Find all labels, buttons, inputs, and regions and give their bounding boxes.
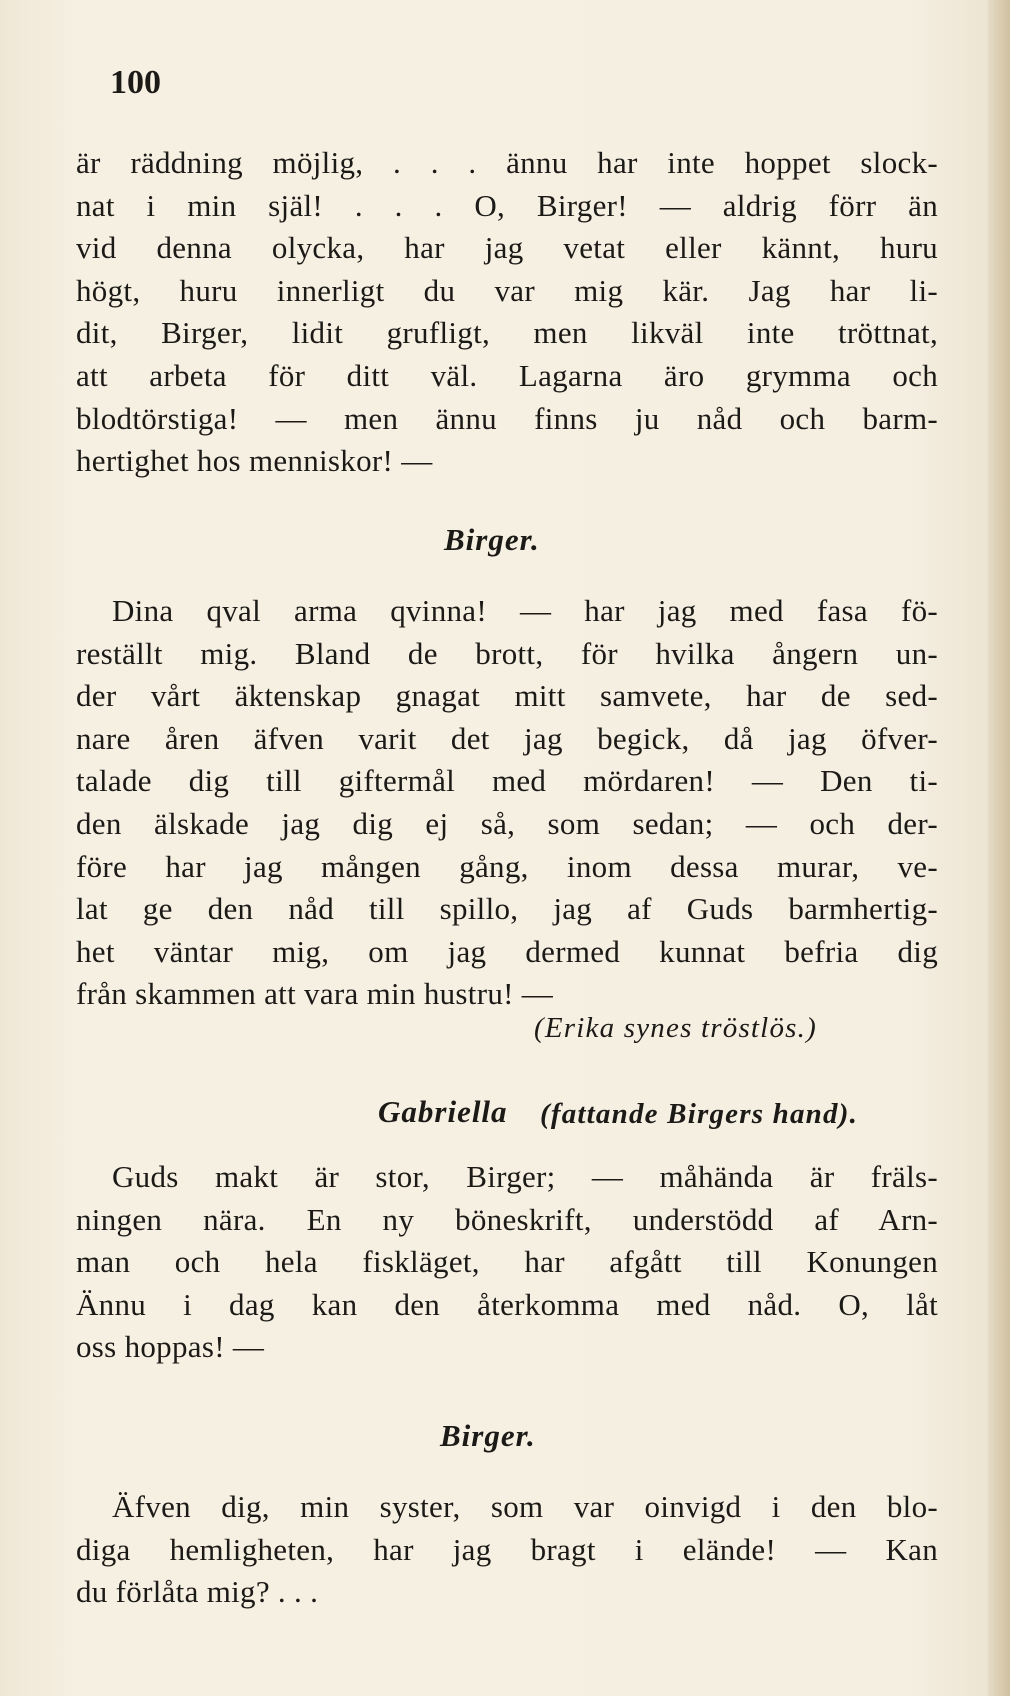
page-number: 100 [110,64,161,101]
paragraph-4 [76,1486,938,1614]
text-line: lat ge den nåd till spillo, jag af Guds barmhertig- [76,891,938,927]
paragraph-3 [76,1156,938,1369]
text-line: het väntar mig, om jag dermed kunnat befria dig [76,933,938,969]
text-line: högt, huru innerligt du var mig kär. Jag har li- [76,272,938,308]
page-edge-shadow [988,0,1010,1696]
text-line: Guds makt är stor, Birger; — måhända är fräls- [112,1159,938,1194]
speaker-name: Birger. [444,522,540,557]
text-line: vid denna olycka, har jag vetat eller kännt, huru [76,230,938,266]
text-line: diga hemligheten, har jag bragt i elände! — Kan [76,1531,938,1567]
text-line: nare åren äfven varit det jag begick, då jag öfver- [76,720,938,756]
text-line: den älskade jag dig ej så, som sedan; — och der- [76,805,938,841]
stage-direction: (fattande Birgers hand). [540,1098,859,1130]
text-line: Ännu i dag kan den återkomma med nåd. O, låt [76,1286,938,1322]
text-line: ningen nära. En ny böneskrift, understödd af Arn- [76,1201,938,1237]
text-line: oss hoppas! — [76,1329,265,1365]
text-line: att arbeta för ditt väl. Lagarna äro grymma och [76,357,938,393]
text-line: du förlåta mig? . . . [76,1574,319,1610]
text-line: nat i min själ! . . . O, Birger! — aldrig förr än [76,187,938,223]
text-line: man och hela fiskläget, har afgått till Konungen [76,1244,938,1280]
text-line: reställt mig. Bland de brott, för hvilka ångern un- [76,635,938,671]
text-line: hertighet hos menniskor! — [76,443,433,479]
text-line: är räddning möjlig, . . . ännu har inte hoppet slock- [76,145,938,180]
speaker-name: Gabriella [378,1094,508,1129]
text-line: Äfven dig, min syster, som var oinvigd i den blo- [112,1489,938,1524]
text-line: från skammen att vara min hustru! — [76,976,554,1012]
text-line: före har jag mången gång, inom dessa murar, ve- [76,848,938,884]
text-line: Dina qval arma qvinna! — har jag med fasa fö- [112,593,938,628]
stage-direction: (Erika synes tröstlös.) [534,1012,817,1044]
speaker-name: Birger. [440,1418,536,1453]
text-line: der vårt äktenskap gnagat mitt samvete, har de sed- [76,678,938,714]
text-line: blodtörstiga! — men ännu finns ju nåd och barm- [76,400,938,436]
paragraph-1 [76,142,938,483]
paragraph-2 [76,590,938,1016]
text-line: talade dig till giftermål med mördaren! — Den ti- [76,763,938,799]
text-line: dit, Birger, lidit grufligt, men likväl inte tröttnat, [76,315,938,351]
